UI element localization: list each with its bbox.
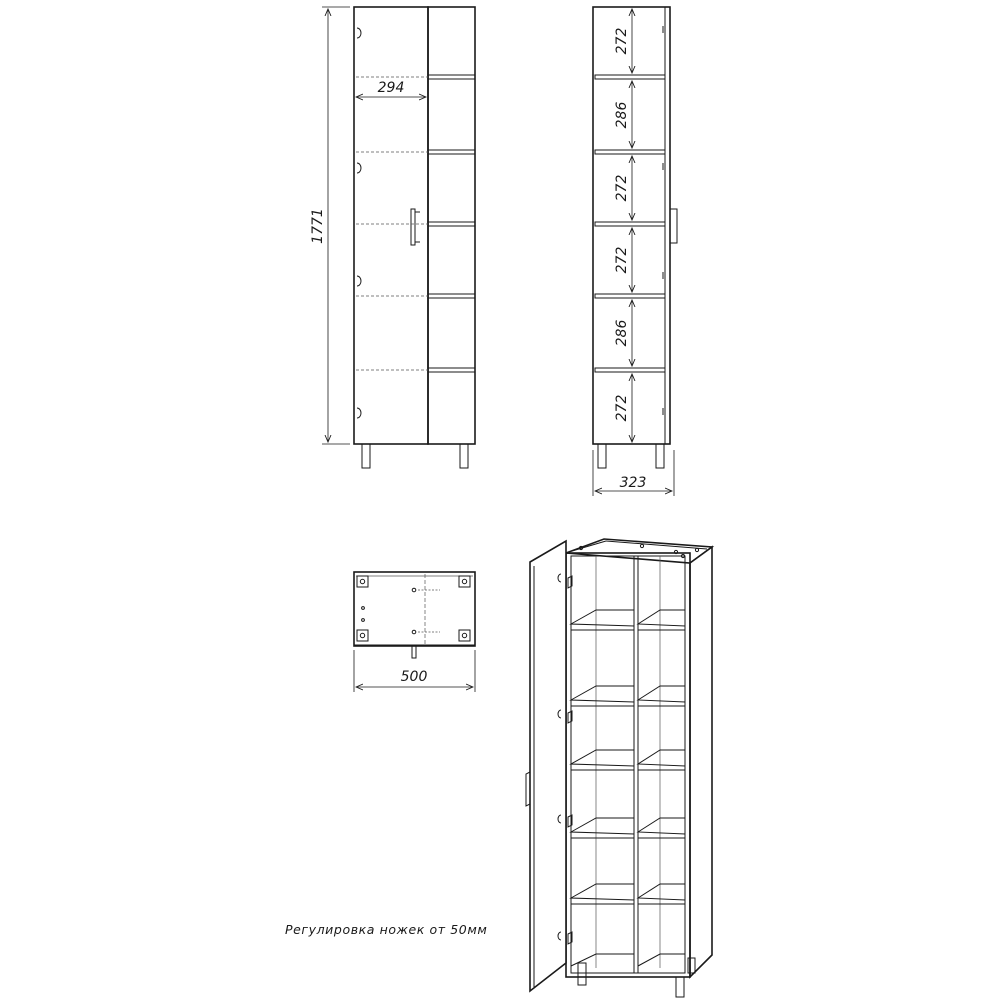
- iso-open-door: [530, 541, 566, 991]
- dim-width: [354, 650, 475, 692]
- hinge-icons: [357, 28, 361, 418]
- side-leg-front: [598, 444, 606, 468]
- door-handle-icon: [411, 209, 420, 245]
- gap-label-6: 272: [614, 394, 630, 422]
- top-fittings: [362, 588, 440, 634]
- iso-shelves: [571, 610, 685, 968]
- dim-depth: [593, 450, 674, 496]
- legs-adjustment-note: Регулировка ножек от 50мм: [285, 922, 488, 937]
- top-view: [354, 572, 475, 692]
- isometric-view: [526, 539, 712, 997]
- gap-label-4: 272: [614, 246, 630, 274]
- gap-label-2: 286: [614, 101, 630, 129]
- gap-label-1: 272: [614, 27, 630, 55]
- top-leg-brackets: [357, 576, 470, 641]
- hidden-shelf-lines: [356, 77, 428, 370]
- iso-right-side: [690, 547, 712, 977]
- front-view: [310, 7, 475, 468]
- front-leg-left: [362, 444, 370, 468]
- side-handle-icon: [670, 209, 677, 243]
- side-view: [593, 7, 677, 496]
- top-handle-icon: [412, 646, 416, 658]
- gap-label-3: 272: [614, 174, 630, 202]
- front-door: [354, 7, 428, 444]
- dim-height: [310, 7, 350, 444]
- gap-label-5: 286: [614, 319, 630, 347]
- dim-shelf-width-label: 294: [377, 80, 405, 96]
- dim-shelf-width: [356, 80, 426, 97]
- side-leg-back: [656, 444, 664, 468]
- top-outline: [354, 572, 475, 646]
- front-shelves: [428, 75, 475, 372]
- side-shelves: [595, 75, 665, 372]
- dim-height-label: 1771: [310, 208, 326, 244]
- dim-width-label: 500: [400, 669, 428, 685]
- dim-depth-label: 323: [619, 475, 647, 491]
- front-leg-right: [460, 444, 468, 468]
